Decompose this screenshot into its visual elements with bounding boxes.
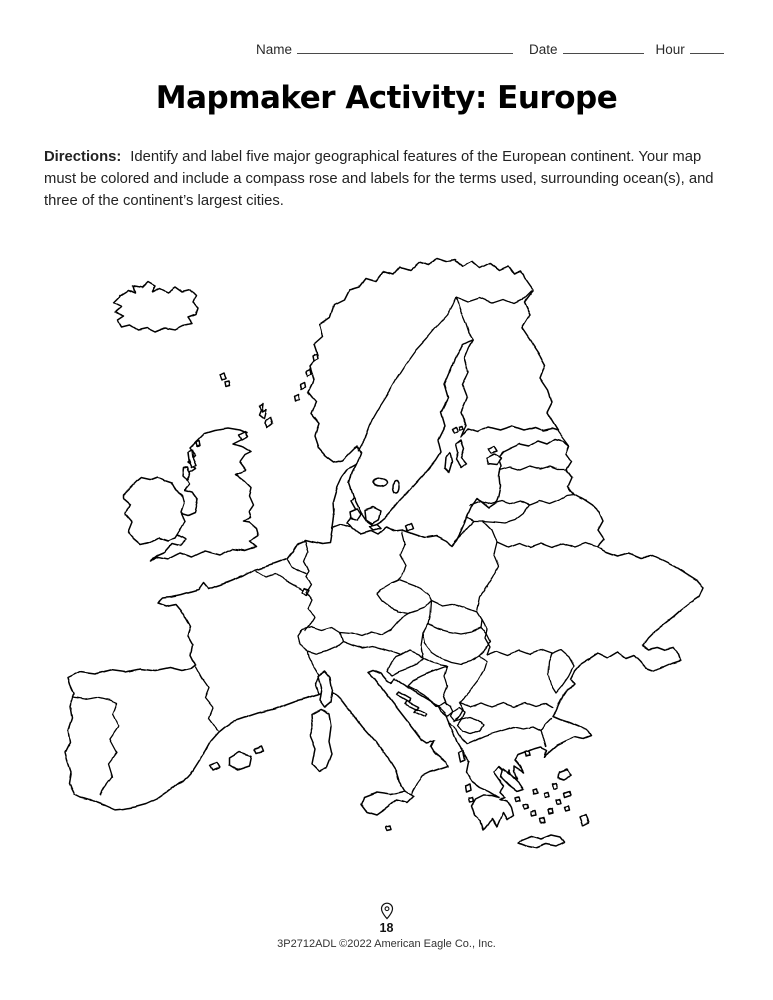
gotland [456,440,466,468]
corfu [459,751,465,762]
directions-label: Directions: [44,149,122,165]
date-label: Date [529,42,558,57]
cyclades [515,789,570,823]
rhodes [580,814,589,825]
iceland [113,282,198,332]
page-title: Mapmaker Activity: Europe [155,80,618,116]
lake-vattern [393,481,399,493]
sardinia [310,709,332,771]
faroe-islands [220,373,230,387]
crete [518,835,564,848]
zakynthos [469,797,474,802]
ibiza [210,763,220,771]
directions-line-3: three of the continent’s largest cities. [44,193,284,209]
menorca [254,746,263,753]
page-footer [0,902,773,950]
aland-islands [452,426,463,433]
directions-line-2: must be colored and include a compass rose and labels for the terms used, surrounding ocean(s), and [44,171,714,187]
name-label: Name [256,42,293,57]
sicily [361,791,414,815]
location-pin-icon [379,902,395,920]
thasos [525,751,530,756]
lake-vanern [373,478,387,486]
hour-label: Hour [655,42,685,57]
page-number: 18 [379,921,394,935]
directions-line-1: Directions: Identify and label five major geographical features of the European continent. Your map [44,149,702,165]
lesbos [558,769,571,779]
chios [553,783,558,789]
funen [350,509,361,520]
samos [564,791,571,797]
bornholm [405,523,413,531]
corsica [318,671,332,707]
shetland [259,403,272,428]
lolland [369,524,381,530]
saaremaa [486,454,501,465]
copyright-line: 3P2712ADL ©2022 American Eagle Co., Inc. [277,938,496,950]
mallorca [229,752,251,770]
malta [386,825,391,830]
hiiumaa [488,446,497,453]
ireland [123,477,185,545]
oland [445,453,452,472]
kefalonia [465,784,471,792]
